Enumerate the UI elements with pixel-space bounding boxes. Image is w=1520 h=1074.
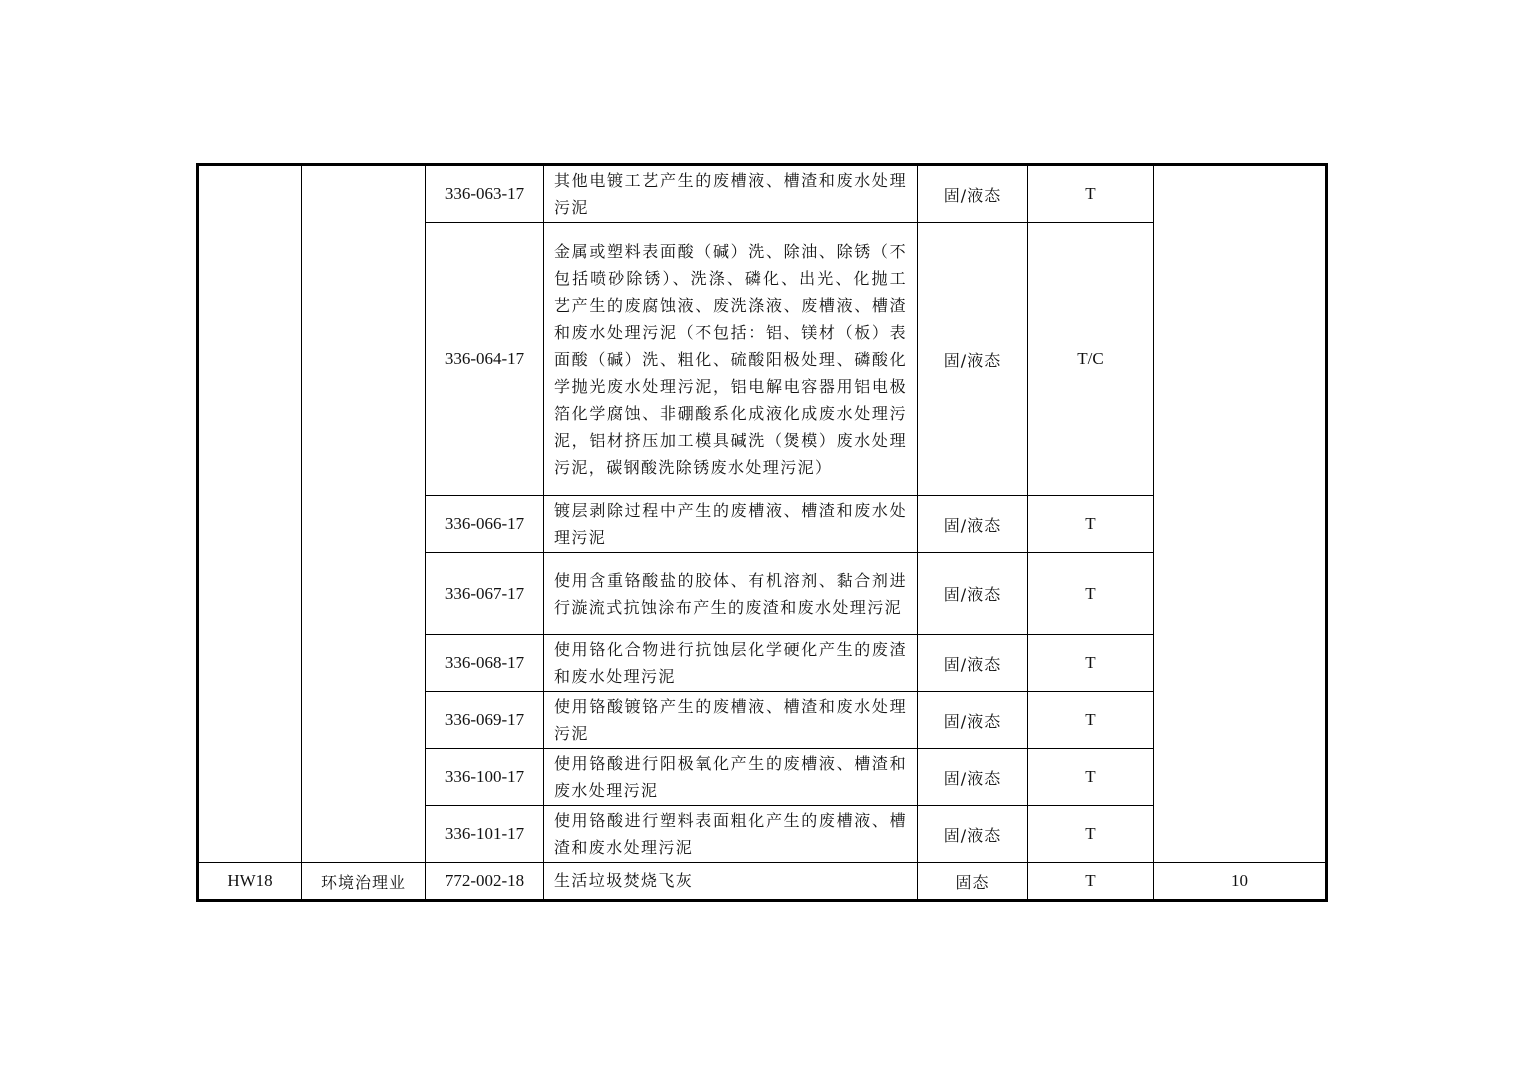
physical-form-cell: 固态 <box>918 863 1028 901</box>
waste-description-cell: 使用铬酸进行塑料表面粗化产生的废槽液、槽渣和废水处理污泥 <box>544 806 918 863</box>
quantity-cell <box>1154 165 1327 863</box>
physical-form-cell: 固/液态 <box>918 496 1028 553</box>
waste-description-cell: 使用含重铬酸盐的胶体、有机溶剂、黏合剂进行漩流式抗蚀涂布产生的废渣和废水处理污泥 <box>544 553 918 635</box>
physical-form-cell: 固/液态 <box>918 692 1028 749</box>
waste-code-cell: 336-067-17 <box>426 553 544 635</box>
category-cell <box>198 165 302 863</box>
industry-source-cell: 环境治理业 <box>302 863 426 901</box>
table-row <box>198 863 1327 901</box>
waste-description-cell: 金属或塑料表面酸（碱）洗、除油、除锈（不包括喷砂除锈）、洗涤、磷化、出光、化抛工艺产生的废腐蚀液、废洗涤液、废槽液、槽渣和废水处理污泥（不包括：铝、镁材（板）表面酸（碱）洗、粗化、硫酸阳极处理、磷酸化学抛光废水处理污泥，铝电解电容器用铝电极箔化学腐蚀、非硼酸系化成液化成废水处理污泥，铝材挤压加工模具碱洗（煲模）废水处理污泥，碳钢酸洗除锈废水处理污泥） <box>544 223 918 496</box>
waste-code-cell: 336-101-17 <box>426 806 544 863</box>
hazard-property-cell: T <box>1028 806 1154 863</box>
waste-code-cell: 336-100-17 <box>426 749 544 806</box>
physical-form-cell: 固/液态 <box>918 749 1028 806</box>
hazard-property-cell: T/C <box>1028 223 1154 496</box>
quantity-cell: 10 <box>1154 863 1327 901</box>
physical-form-cell: 固/液态 <box>918 635 1028 692</box>
waste-description-cell: 使用铬化合物进行抗蚀层化学硬化产生的废渣和废水处理污泥 <box>544 635 918 692</box>
waste-description-cell: 其他电镀工艺产生的废槽液、槽渣和废水处理污泥 <box>544 165 918 223</box>
waste-category-cell: HW18 <box>198 863 302 901</box>
hazard-property-cell: T <box>1028 692 1154 749</box>
table-row <box>198 165 1327 223</box>
physical-form-cell: 固/液态 <box>918 165 1028 223</box>
hazard-property-cell: T <box>1028 165 1154 223</box>
hazard-property-cell: T <box>1028 635 1154 692</box>
industry-cell <box>302 165 426 863</box>
waste-description-cell: 使用铬酸进行阳极氧化产生的废槽液、槽渣和废水处理污泥 <box>544 749 918 806</box>
waste-description-cell: 镀层剥除过程中产生的废槽液、槽渣和废水处理污泥 <box>544 496 918 553</box>
hazard-property-cell: T <box>1028 496 1154 553</box>
waste-code-cell: 336-064-17 <box>426 223 544 496</box>
physical-form-cell: 固/液态 <box>918 553 1028 635</box>
waste-code-cell: 772-002-18 <box>426 863 544 901</box>
waste-code-cell: 336-069-17 <box>426 692 544 749</box>
hazard-property-cell: T <box>1028 863 1154 901</box>
physical-form-cell: 固/液态 <box>918 223 1028 496</box>
hazard-property-cell: T <box>1028 749 1154 806</box>
physical-form-cell: 固/液态 <box>918 806 1028 863</box>
waste-code-cell: 336-066-17 <box>426 496 544 553</box>
hazard-property-cell: T <box>1028 553 1154 635</box>
hazardous-waste-table <box>196 163 1328 902</box>
waste-code-cell: 336-063-17 <box>426 165 544 223</box>
waste-description-cell: 生活垃圾焚烧飞灰 <box>544 863 918 901</box>
waste-description-cell: 使用铬酸镀铬产生的废槽液、槽渣和废水处理污泥 <box>544 692 918 749</box>
waste-code-cell: 336-068-17 <box>426 635 544 692</box>
